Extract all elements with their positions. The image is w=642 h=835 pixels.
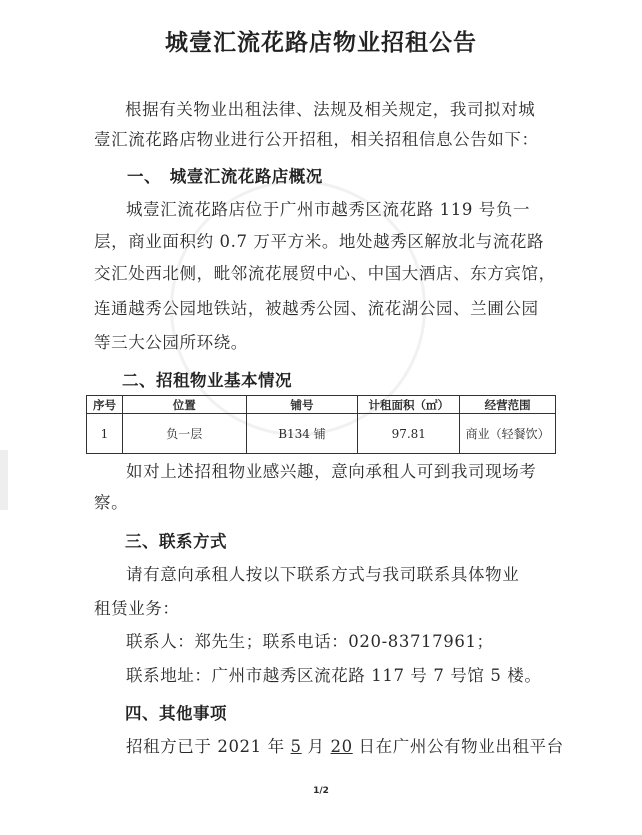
section-2-heading: 二、招租物业基本情况 [122, 371, 292, 390]
cell-business-scope: 商业（轻餐饮） [460, 414, 556, 454]
section-3-line-1: 请有意向承租人按以下联系方式与我司联系具体物业 [126, 565, 520, 584]
cell-location: 负一层 [122, 414, 246, 454]
section-1-line-1: 城壹汇流花路店位于广州市越秀区流花路 119 号负一 [126, 200, 531, 219]
date-month: 5 [290, 737, 302, 756]
section-1-heading: 一、 城壹汇流花路店概况 [127, 167, 323, 186]
page-title: 城壹汇流花路店物业招租公告 [165, 30, 477, 56]
date-day: 20 [330, 737, 353, 756]
section-4-line-1 [126, 734, 596, 760]
section-2-after-line-2: 察。 [94, 493, 129, 512]
header-location: 位置 [122, 396, 246, 414]
header-shop-number: 铺号 [246, 396, 358, 414]
contact-address: 联系地址：广州市越秀区流花路 117 号 7 号馆 5 楼。 [126, 666, 542, 685]
date-prefix: 招租方已于 2021 年 [126, 737, 285, 756]
property-table [86, 395, 556, 454]
date-month-unit: 月 [307, 737, 325, 756]
section-1-line-5: 等三大公园所环绕。 [94, 333, 248, 352]
section-1-line-2: 层，商业面积约 0.7 万平方米。地处越秀区解放北与流花路 [94, 232, 545, 251]
header-business-scope: 经营范围 [460, 396, 556, 414]
scan-edge-mark [0, 450, 8, 510]
contact-person-phone: 联系人：郑先生；联系电话：020-83717961； [126, 632, 494, 651]
section-3-line-2: 租赁业务： [94, 599, 180, 618]
cell-index: 1 [87, 414, 123, 454]
section-1-line-3: 交汇处西北侧，毗邻流花展贸中心、中国大酒店、东方宾馆， [94, 264, 556, 283]
intro-line-2: 壹汇流花路店物业进行公开招租，相关招租信息公告如下： [94, 130, 539, 149]
intro-line-1: 根据有关物业出租法律、法规及相关规定，我司拟对城 [125, 100, 536, 119]
cell-shop-number: B134 铺 [246, 414, 358, 454]
page-number: 1/2 [313, 786, 329, 796]
date-suffix: 日在广州公有物业出租平台 [358, 737, 564, 756]
cell-area: 97.81 [358, 414, 460, 454]
section-3-heading: 三、联系方式 [125, 532, 227, 551]
section-2-after-line-1: 如对上述招租物业感兴趣，意向承租人可到我司现场考 [126, 462, 537, 481]
table-row [87, 414, 556, 454]
header-area: 计租面积（㎡） [358, 396, 460, 414]
header-index: 序号 [87, 396, 123, 414]
section-4-heading: 四、其他事项 [125, 704, 227, 723]
section-1-line-4: 连通越秀公园地铁站，被越秀公园、流花湖公园、兰圃公园 [94, 299, 539, 318]
table-header-row [87, 396, 556, 414]
